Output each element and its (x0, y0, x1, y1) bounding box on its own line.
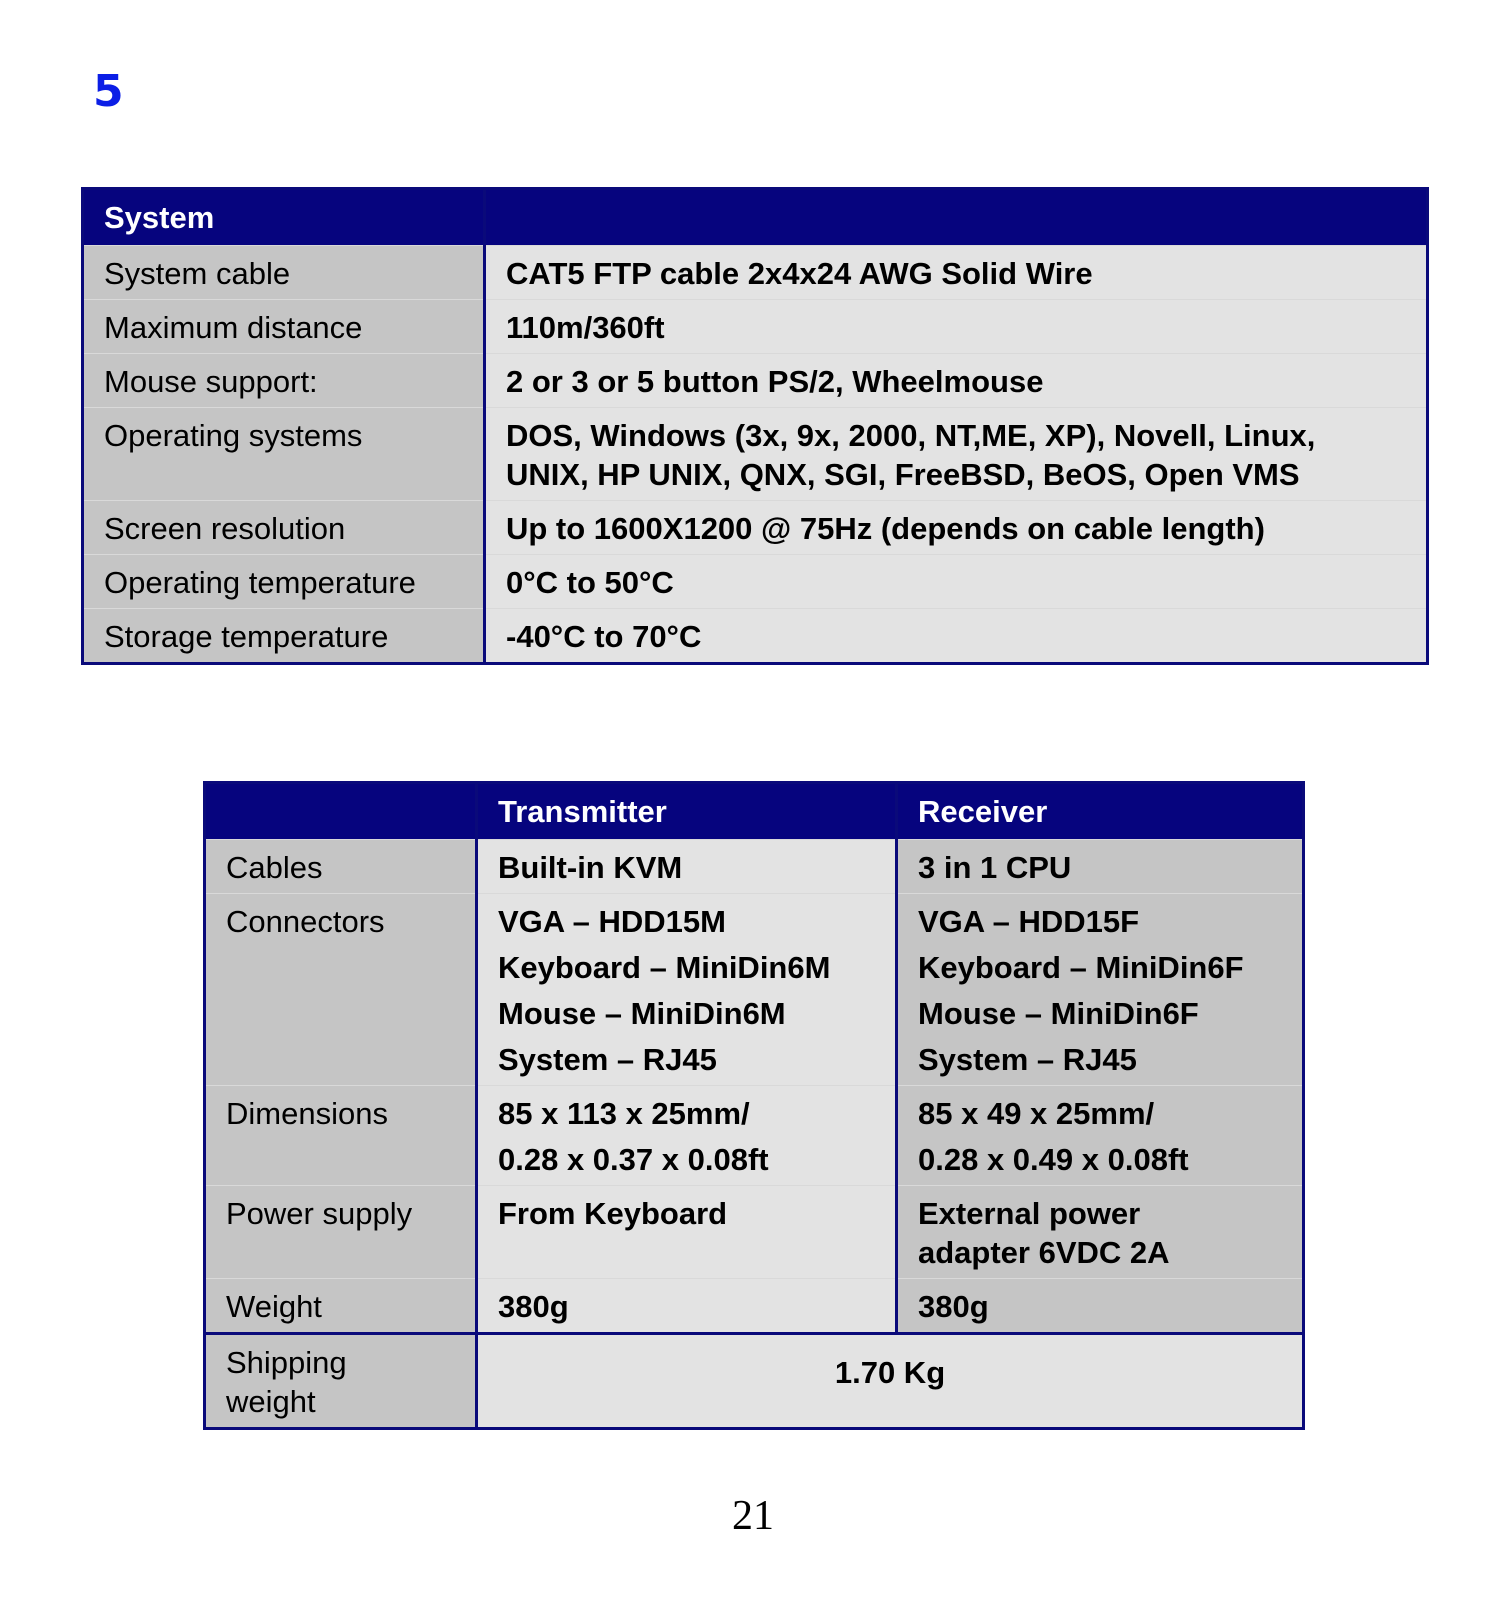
connector-line: System – RJ45 (498, 1042, 717, 1077)
table-row (205, 894, 1304, 1086)
value-line: UNIX, HP UNIX, QNX, SGI, FreeBSD, BeOS, Open VMS (506, 457, 1300, 492)
system-spec-table (81, 187, 1429, 665)
receiver-cell: 3 in 1 CPU (897, 840, 1304, 894)
unit-spec-table (203, 781, 1305, 1430)
row-label: Dimensions (205, 1086, 477, 1186)
row-value: 110m/360ft (485, 300, 1428, 354)
table-row (83, 354, 1428, 408)
row-label: Operating temperature (83, 555, 485, 609)
connector-line: VGA – HDD15M (498, 904, 726, 939)
receiver-cell: 380g (897, 1279, 1304, 1334)
shipping-label-line: weight (226, 1384, 316, 1419)
row-label: System cable (83, 246, 485, 300)
receiver-cell (897, 1186, 1304, 1279)
dimension-line: 85 x 113 x 25mm/ (498, 1096, 750, 1131)
value-line: DOS, Windows (3x, 9x, 2000, NT,ME, XP), Novell, Linux, (506, 418, 1316, 453)
connector-line: VGA – HDD15F (918, 904, 1140, 939)
table-row (83, 609, 1428, 664)
row-label: Storage temperature (83, 609, 485, 664)
table-row (83, 501, 1428, 555)
table-row (83, 555, 1428, 609)
row-value: Up to 1600X1200 @ 75Hz (depends on cable length) (485, 501, 1428, 555)
transmitter-cell: Built-in KVM (477, 840, 897, 894)
row-label: Power supply (205, 1186, 477, 1279)
row-label: Operating systems (83, 408, 485, 501)
connector-line: Mouse – MiniDin6M (498, 996, 786, 1031)
row-value: 0°C to 50°C (485, 555, 1428, 609)
table-row (205, 1186, 1304, 1279)
power-line: adapter 6VDC 2A (918, 1235, 1170, 1270)
row-label: Maximum distance (83, 300, 485, 354)
page-number: 21 (732, 1493, 774, 1539)
row-label: Mouse support: (83, 354, 485, 408)
table-row (205, 1279, 1304, 1334)
table-row (83, 246, 1428, 300)
receiver-cell (897, 894, 1304, 1086)
system-table-header-blank (485, 189, 1428, 246)
table-row (83, 408, 1428, 501)
transmitter-header: Transmitter (477, 783, 897, 840)
row-label: Screen resolution (83, 501, 485, 555)
transmitter-cell (477, 1086, 897, 1186)
table-row (205, 1086, 1304, 1186)
table-row (205, 840, 1304, 894)
shipping-label (205, 1334, 477, 1429)
dimension-line: 0.28 x 0.37 x 0.08ft (498, 1142, 769, 1177)
shipping-label-line: Shipping (226, 1345, 347, 1380)
receiver-header: Receiver (897, 783, 1304, 840)
unit-table-header-row (205, 783, 1304, 840)
row-value: 2 or 3 or 5 button PS/2, Wheelmouse (485, 354, 1428, 408)
table-row (83, 300, 1428, 354)
connector-line: Keyboard – MiniDin6M (498, 950, 831, 985)
unit-table-header-blank (205, 783, 477, 840)
transmitter-cell: From Keyboard (477, 1186, 897, 1279)
row-label: Connectors (205, 894, 477, 1086)
power-line: External power (918, 1196, 1141, 1231)
dimension-line: 85 x 49 x 25mm/ (918, 1096, 1155, 1131)
system-table-header-row (83, 189, 1428, 246)
connector-line: System – RJ45 (918, 1042, 1137, 1077)
transmitter-cell: 380g (477, 1279, 897, 1334)
shipping-weight-row (205, 1334, 1304, 1429)
system-table-header: System (83, 189, 485, 246)
row-value (485, 408, 1428, 501)
receiver-cell (897, 1086, 1304, 1186)
row-label: Weight (205, 1279, 477, 1334)
section-number: 5 (93, 66, 124, 117)
row-label: Cables (205, 840, 477, 894)
connector-line: Keyboard – MiniDin6F (918, 950, 1244, 985)
row-value: CAT5 FTP cable 2x4x24 AWG Solid Wire (485, 246, 1428, 300)
connector-line: Mouse – MiniDin6F (918, 996, 1199, 1031)
shipping-weight-value: 1.70 Kg (477, 1334, 1304, 1429)
transmitter-cell (477, 894, 897, 1086)
row-value: -40°C to 70°C (485, 609, 1428, 664)
dimension-line: 0.28 x 0.49 x 0.08ft (918, 1142, 1189, 1177)
